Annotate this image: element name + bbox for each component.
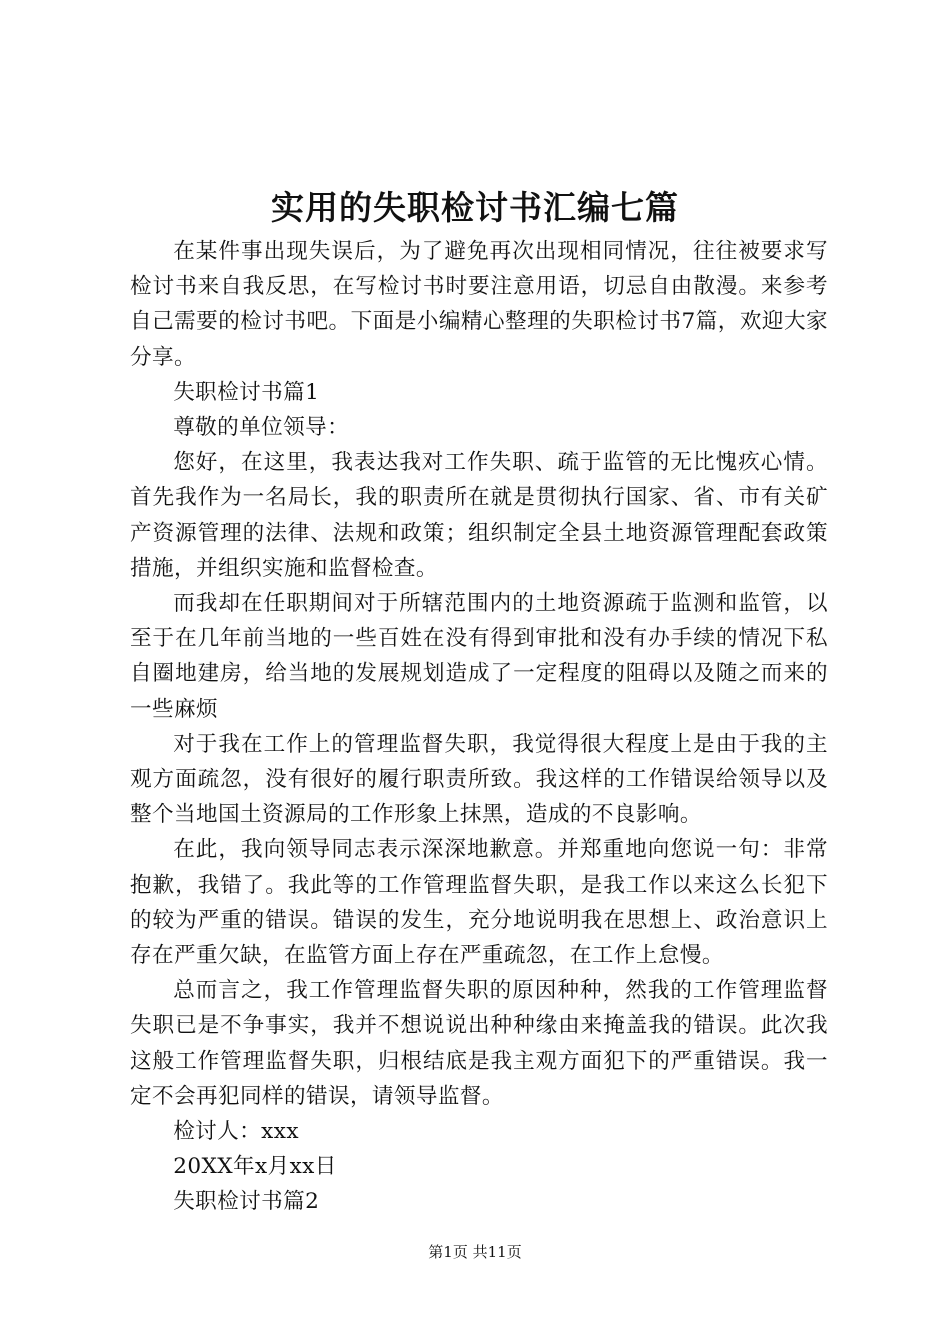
date-line: 20XX年x月xx日	[173, 1154, 337, 1180]
page-footer: 第1页 共11页	[428, 1243, 522, 1261]
body-paragraph: 总而言之，我工作管理监督失职的原因种种，然我的工作管理监督失职已是不争事实，我并不想说说出种种缘由来掩盖我的错误。此次我这般工作管理监督失职，归根结底是我主观方面犯下的严重错误。我一定不会再犯同样的错误，请领导监督。	[130, 978, 828, 1109]
body-paragraph: 对于我在工作上的管理监督失职，我觉得很大程度上是由于我的主观方面疏忽，没有很好的履行职责所致。我这样的工作错误给领导以及整个当地国土资源局的工作形象上抹黑，造成的不良影响。	[130, 731, 828, 828]
body-paragraph: 您好，在这里，我表达我对工作失职、疏于监管的无比愧疚心情。首先我作为一名局长，我的职责所在就是贯彻执行国家、省、市有关矿产资源管理的法律、法规和政策；组织制定全县土地资源管理配套政策措施，并组织实施和监督检查。	[130, 450, 828, 581]
intro-paragraph: 在某件事出现失误后，为了避免再次出现相同情况，往往被要求写检讨书来自我反思，在写检讨书时要注意用语，切忌自由散漫。来参考自己需要的检讨书吧。下面是小编精心整理的失职检讨书7篇，欢迎大家分享。	[130, 239, 828, 370]
section-heading-2: 失职检讨书篇2	[173, 1189, 320, 1215]
document-body	[130, 234, 828, 1220]
body-paragraph: 而我却在任职期间对于所辖范围内的土地资源疏于监测和监管，以至于在几年前当地的一些百姓在没有得到审批和没有办手续的情况下私自圈地建房，给当地的发展规划造成了一定程度的阻碍以及随之而来的一些麻烦	[130, 591, 828, 722]
document-title: 实用的失职检讨书汇编七篇	[271, 188, 679, 227]
section-heading-1: 失职检讨书篇1	[173, 379, 320, 405]
salutation: 尊敬的单位领导：	[173, 415, 350, 441]
body-paragraph: 在此，我向领导同志表示深深地歉意。并郑重地向您说一句：非常抱歉，我错了。我此等的工作管理监督失职，是我工作以来这么长犯下的较为严重的错误。错误的发生，充分地说明我在思想上、政治意识上存在严重欠缺，在监管方面上存在严重疏忽，在工作上怠慢。	[130, 837, 828, 969]
signature: 检讨人：xxx	[173, 1119, 299, 1145]
